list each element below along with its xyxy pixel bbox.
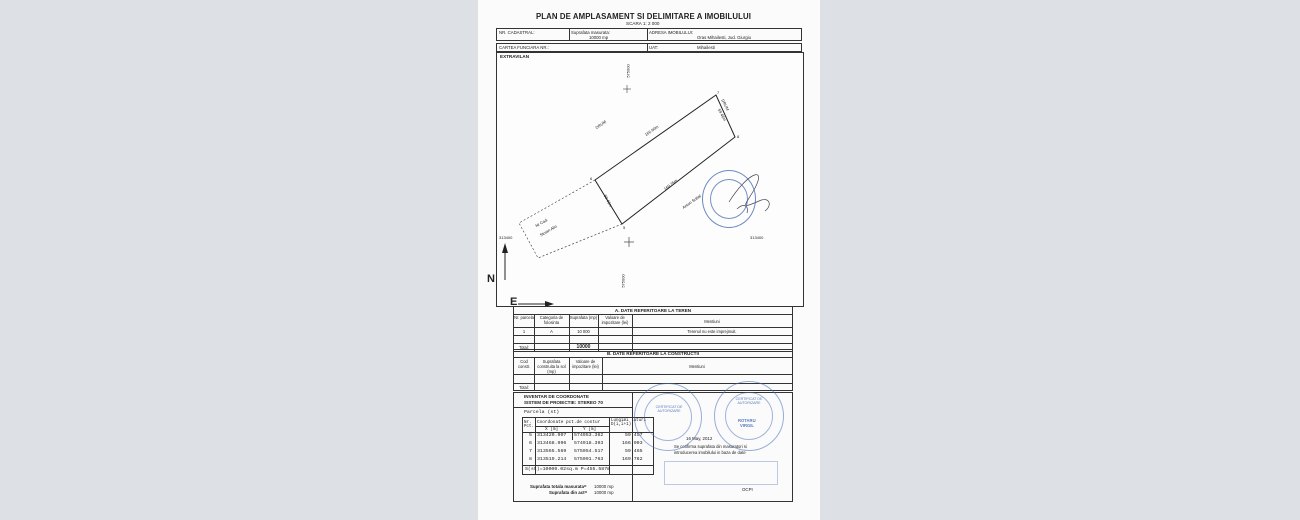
coordinates-section (513, 392, 793, 502)
header-row-1 (496, 28, 802, 41)
col-category: Categoria de folosinta (539, 315, 564, 325)
ocpi-label: OCPI (742, 487, 753, 492)
grid-x-top: 575000 (625, 64, 631, 78)
length-left: 59.46m (602, 193, 614, 208)
parcel-summary: S(st)=10000.02sq.m P=455.587m (525, 467, 611, 472)
stamp-date: 16 May, 2012 (686, 436, 713, 441)
road-right-label: DRUM (720, 98, 731, 112)
point-6: 6 (590, 176, 593, 181)
grid-x-bottom: 575000 (620, 274, 626, 288)
document-title: PLAN DE AMPLASAMENT SI DELIMITARE A IMOBILULUI (536, 12, 751, 21)
section-b-title: B. DATE REFERITOARE LA CONSTRUCTII (606, 351, 700, 356)
act-area-label: Suprafata din act= (549, 490, 588, 495)
east-label: E (510, 296, 518, 308)
row-parcel-no: 1 (522, 329, 526, 334)
col-coordinates: Coordonate pct.de contur (537, 420, 601, 425)
neighbor-outline (519, 180, 622, 258)
projection-system: SISTEM DE PROIECTIE: STEREO 70 (524, 400, 603, 405)
rectangular-stamp (664, 461, 778, 485)
confirmation-line-1: Se confirma suprafata din masuratori si (674, 444, 747, 449)
length-bottom: 169.76m (662, 177, 679, 192)
ocpi-stamp (634, 383, 702, 451)
header-table (496, 28, 802, 52)
authorization-stamp-title: CERTIFICAT DE AUTORIZARE (735, 397, 763, 405)
north-label: N (487, 273, 495, 285)
col-parcel-no: Nr. parcela (514, 315, 534, 320)
point-7: 7 (717, 90, 720, 95)
col-construction-tax: Valoare de impozitare (lei) (572, 359, 599, 369)
official-stamp-plan (702, 170, 756, 228)
grid-y-right: 313400 (750, 235, 764, 240)
total-label-b: Total: (519, 385, 529, 390)
col-point-no: Nr. Pct. (524, 421, 535, 429)
land-book-label: CARTEA FUNCIARA NR.: (499, 45, 549, 50)
total-value-a: 10000 (576, 344, 591, 350)
header-row-2 (496, 43, 802, 52)
col-mentions: Mentiuni (704, 319, 720, 324)
length-right: 59.46m (716, 107, 728, 122)
uat-label: UAT: (649, 45, 658, 50)
row-mentions: Terenul nu este imprejmuit. (687, 329, 737, 334)
act-area-value: 10000 mp (594, 490, 614, 495)
road-top-label: DRUM (594, 119, 608, 131)
site-plan (496, 52, 804, 307)
col-area: Suprafata (mp) (569, 315, 598, 320)
point-5: 5 (623, 225, 626, 230)
zone-label: EXTRAVILAN (500, 54, 530, 59)
cadastral-label: NR. CADASTRAL: (499, 30, 535, 35)
coordinates-table: Nr. Pct. Coordonate pct.de contur X [m] Y [m] Lungimi laturi D(i,i+1) 5 313420.907 574953.362 59.457 6 313468.996 574918.393 166.903 7 313565.569 575054.517 59.465 8 313519.214 575091.763 169.762 S(st)=10000.02sq.m P=455.587m (522, 417, 654, 475)
col-x: X [m] (545, 427, 559, 432)
col-built-area: Suprafata construita la sol (mp) (537, 359, 566, 374)
grid-y-left: 313400 (499, 235, 513, 240)
surveyor-surname: ROTARU (738, 418, 756, 423)
address-value: Oras Mihailesti, Jud. Giurgiu (697, 35, 751, 40)
cadastral-document (478, 0, 820, 520)
area-label: Suprafata masurata: (571, 30, 610, 35)
neighbor-east: Anton Sultal (681, 193, 702, 210)
parcel-label: Parcela (st) (524, 410, 560, 415)
section-a-title: A. DATE REFERITOARE LA TEREN (614, 308, 692, 313)
col-construction-code: Cod constr. (517, 359, 531, 369)
section-a-table (513, 306, 793, 352)
total-label-a: Total: (519, 345, 529, 350)
inventory-title: INVENTAR DE COORDONATE (524, 394, 589, 399)
address-label: ADRESA IMOBILULUI: (649, 30, 694, 35)
uat-value: Mihailesti (697, 45, 715, 50)
col-y: Y [m] (583, 427, 597, 432)
total-area-value: 10000 mp (594, 484, 614, 489)
neighbor-name: Stoian Alin (538, 223, 558, 238)
area-value: 10000 mp (589, 35, 609, 40)
total-area-label: Suprafata totala masurata= (530, 484, 587, 489)
col-tax-value: Valoare de impozitare (lei) (601, 315, 629, 325)
ocpi-stamp-text: CERTIFICAT DE AUTORIZARE (655, 405, 683, 413)
surveyor-firstname: VIRGIL (740, 423, 754, 428)
document-scale: SCARA 1: 2 000 (626, 21, 660, 26)
confirmation-line-2: introducerea imobilului in baza de date (674, 450, 746, 455)
plan-drawing (497, 53, 803, 306)
length-top: 166.90m (643, 124, 660, 138)
row-area: 10 000 (577, 329, 590, 334)
authorization-stamp (714, 381, 784, 451)
neighbor-cad: Nr Cad. (534, 216, 549, 229)
col-construction-mentions: Mentiuni (689, 364, 705, 369)
col-lengths: Lungimi laturi D(i,i+1) (611, 419, 647, 427)
point-8: 8 (737, 134, 740, 139)
row-category: A (550, 329, 553, 334)
